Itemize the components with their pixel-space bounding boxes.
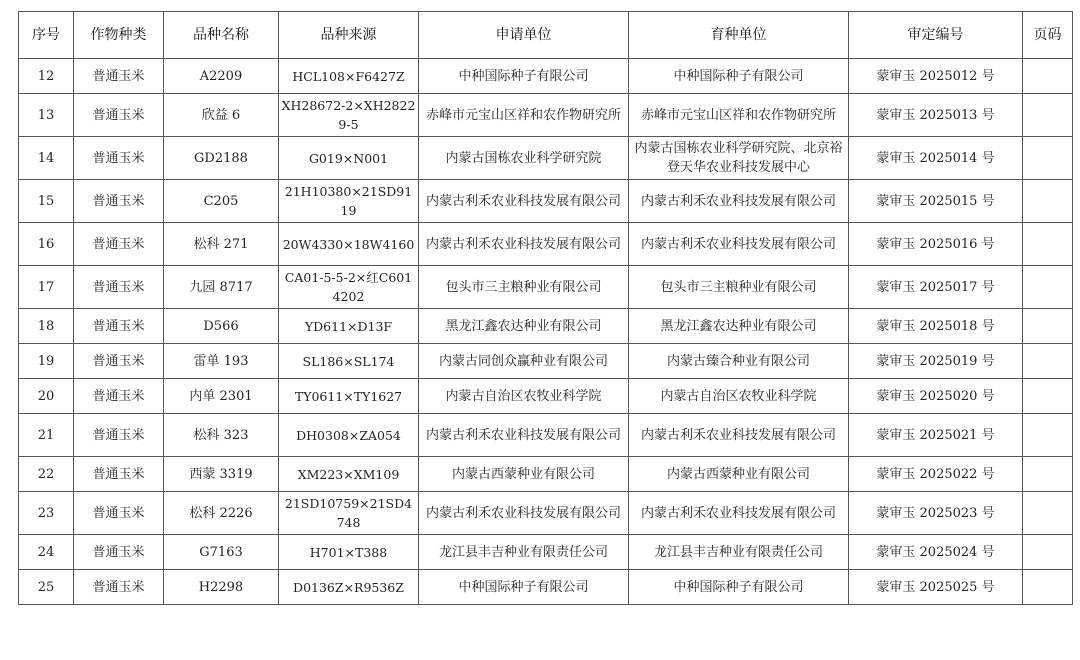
table-row (19, 492, 1073, 535)
cell-breeder: 中种国际种子有限公司 (629, 570, 849, 605)
cell-breeder: 黑龙江鑫农达种业有限公司 (629, 309, 849, 344)
cell-page (1023, 223, 1073, 266)
cell-serial-no: 20 (19, 379, 74, 414)
header-page: 页码 (1023, 12, 1073, 59)
cell-variety-name: A2209 (164, 59, 279, 94)
table-row (19, 266, 1073, 309)
cell-page (1023, 94, 1073, 137)
cell-breeder: 内蒙古西蒙种业有限公司 (629, 457, 849, 492)
cell-page (1023, 180, 1073, 223)
cell-breeder: 中种国际种子有限公司 (629, 59, 849, 94)
cell-applicant: 包头市三主粮种业有限公司 (419, 266, 629, 309)
cell-page (1023, 344, 1073, 379)
cell-page (1023, 266, 1073, 309)
cell-breeder: 内蒙古利禾农业科技发展有限公司 (629, 414, 849, 457)
cell-serial-no: 25 (19, 570, 74, 605)
cell-serial-no: 15 (19, 180, 74, 223)
cell-variety-name: 内单 2301 (164, 379, 279, 414)
table-row (19, 457, 1073, 492)
cell-breeder: 内蒙古国栋农业科学研究院、北京裕登天华农业科技发展中心 (629, 137, 849, 180)
cell-applicant: 中种国际种子有限公司 (419, 570, 629, 605)
cell-serial-no: 22 (19, 457, 74, 492)
table-row (19, 59, 1073, 94)
cell-variety-name: G7163 (164, 535, 279, 570)
table-row (19, 379, 1073, 414)
cell-crop-type: 普通玉米 (74, 180, 164, 223)
cell-breeder: 内蒙古利禾农业科技发展有限公司 (629, 492, 849, 535)
cell-variety-source: 20W4330×18W4160 (279, 223, 419, 266)
cell-approval-number: 蒙审玉 2025023 号 (849, 492, 1023, 535)
cell-applicant: 龙江县丰吉种业有限责任公司 (419, 535, 629, 570)
cell-variety-name: D566 (164, 309, 279, 344)
cell-crop-type: 普通玉米 (74, 137, 164, 180)
cell-page (1023, 492, 1073, 535)
table-row (19, 309, 1073, 344)
cell-approval-number: 蒙审玉 2025013 号 (849, 94, 1023, 137)
table-row (19, 570, 1073, 605)
cell-page (1023, 570, 1073, 605)
cell-approval-number: 蒙审玉 2025012 号 (849, 59, 1023, 94)
cell-crop-type: 普通玉米 (74, 223, 164, 266)
cell-page (1023, 457, 1073, 492)
cell-variety-source: HCL108×F6427Z (279, 59, 419, 94)
cell-crop-type: 普通玉米 (74, 379, 164, 414)
cell-applicant: 内蒙古利禾农业科技发展有限公司 (419, 492, 629, 535)
cell-variety-name: GD2188 (164, 137, 279, 180)
cell-serial-no: 24 (19, 535, 74, 570)
cell-breeder: 包头市三主粮种业有限公司 (629, 266, 849, 309)
cell-applicant: 黑龙江鑫农达种业有限公司 (419, 309, 629, 344)
header-approval-number: 审定编号 (849, 12, 1023, 59)
cell-serial-no: 21 (19, 414, 74, 457)
cell-page (1023, 59, 1073, 94)
cell-variety-source: 21H10380×21SD9119 (279, 180, 419, 223)
cell-breeder: 龙江县丰吉种业有限责任公司 (629, 535, 849, 570)
cell-approval-number: 蒙审玉 2025019 号 (849, 344, 1023, 379)
cell-approval-number: 蒙审玉 2025018 号 (849, 309, 1023, 344)
cell-variety-name: 松科 323 (164, 414, 279, 457)
cell-approval-number: 蒙审玉 2025020 号 (849, 379, 1023, 414)
cell-variety-source: H701×T388 (279, 535, 419, 570)
table-row (19, 414, 1073, 457)
cell-variety-source: YD611×D13F (279, 309, 419, 344)
header-applicant: 申请单位 (419, 12, 629, 59)
cell-variety-name: 松科 271 (164, 223, 279, 266)
cell-variety-source: 21SD10759×21SD4748 (279, 492, 419, 535)
cell-serial-no: 17 (19, 266, 74, 309)
cell-breeder: 内蒙古利禾农业科技发展有限公司 (629, 223, 849, 266)
header-serial-no: 序号 (19, 12, 74, 59)
header-breeder: 育种单位 (629, 12, 849, 59)
header-row (19, 12, 1073, 59)
table-row (19, 223, 1073, 266)
cell-crop-type: 普通玉米 (74, 492, 164, 535)
cell-variety-source: XH28672-2×XH28229-5 (279, 94, 419, 137)
cell-variety-source: D0136Z×R9536Z (279, 570, 419, 605)
cell-approval-number: 蒙审玉 2025016 号 (849, 223, 1023, 266)
variety-approval-table (18, 11, 1073, 605)
cell-applicant: 内蒙古同创众赢种业有限公司 (419, 344, 629, 379)
cell-crop-type: 普通玉米 (74, 94, 164, 137)
cell-page (1023, 309, 1073, 344)
cell-page (1023, 379, 1073, 414)
cell-applicant: 赤峰市元宝山区祥和农作物研究所 (419, 94, 629, 137)
cell-variety-source: SL186×SL174 (279, 344, 419, 379)
cell-crop-type: 普通玉米 (74, 309, 164, 344)
cell-serial-no: 14 (19, 137, 74, 180)
cell-approval-number: 蒙审玉 2025024 号 (849, 535, 1023, 570)
cell-approval-number: 蒙审玉 2025022 号 (849, 457, 1023, 492)
table-row (19, 137, 1073, 180)
cell-variety-source: DH0308×ZA054 (279, 414, 419, 457)
table-row (19, 94, 1073, 137)
header-variety-source: 品种来源 (279, 12, 419, 59)
cell-approval-number: 蒙审玉 2025015 号 (849, 180, 1023, 223)
cell-crop-type: 普通玉米 (74, 535, 164, 570)
variety-table-container (18, 11, 1072, 605)
cell-page (1023, 414, 1073, 457)
cell-variety-name: 西蒙 3319 (164, 457, 279, 492)
cell-crop-type: 普通玉米 (74, 414, 164, 457)
header-variety-name: 品种名称 (164, 12, 279, 59)
cell-crop-type: 普通玉米 (74, 266, 164, 309)
cell-variety-name: 欣益 6 (164, 94, 279, 137)
cell-variety-name: 九园 8717 (164, 266, 279, 309)
cell-applicant: 内蒙古利禾农业科技发展有限公司 (419, 414, 629, 457)
cell-serial-no: 13 (19, 94, 74, 137)
cell-breeder: 内蒙古利禾农业科技发展有限公司 (629, 180, 849, 223)
table-row (19, 180, 1073, 223)
cell-breeder: 内蒙古臻合种业有限公司 (629, 344, 849, 379)
cell-serial-no: 18 (19, 309, 74, 344)
cell-applicant: 中种国际种子有限公司 (419, 59, 629, 94)
cell-variety-source: CA01-5-5-2×红C6014202 (279, 266, 419, 309)
cell-variety-name: H2298 (164, 570, 279, 605)
cell-variety-name: 雷单 193 (164, 344, 279, 379)
cell-applicant: 内蒙古利禾农业科技发展有限公司 (419, 180, 629, 223)
cell-variety-name: C205 (164, 180, 279, 223)
cell-applicant: 内蒙古利禾农业科技发展有限公司 (419, 223, 629, 266)
cell-approval-number: 蒙审玉 2025021 号 (849, 414, 1023, 457)
cell-page (1023, 535, 1073, 570)
cell-crop-type: 普通玉米 (74, 344, 164, 379)
table-row (19, 535, 1073, 570)
cell-applicant: 内蒙古西蒙种业有限公司 (419, 457, 629, 492)
table-row (19, 344, 1073, 379)
header-crop-type: 作物种类 (74, 12, 164, 59)
cell-breeder: 赤峰市元宝山区祥和农作物研究所 (629, 94, 849, 137)
cell-serial-no: 23 (19, 492, 74, 535)
cell-variety-source: G019×N001 (279, 137, 419, 180)
cell-serial-no: 12 (19, 59, 74, 94)
cell-variety-source: XM223×XM109 (279, 457, 419, 492)
cell-approval-number: 蒙审玉 2025014 号 (849, 137, 1023, 180)
cell-applicant: 内蒙古自治区农牧业科学院 (419, 379, 629, 414)
cell-page (1023, 137, 1073, 180)
cell-crop-type: 普通玉米 (74, 457, 164, 492)
cell-applicant: 内蒙古国栋农业科学研究院 (419, 137, 629, 180)
cell-approval-number: 蒙审玉 2025017 号 (849, 266, 1023, 309)
cell-approval-number: 蒙审玉 2025025 号 (849, 570, 1023, 605)
cell-crop-type: 普通玉米 (74, 59, 164, 94)
cell-variety-source: TY0611×TY1627 (279, 379, 419, 414)
cell-serial-no: 19 (19, 344, 74, 379)
cell-breeder: 内蒙古自治区农牧业科学院 (629, 379, 849, 414)
cell-serial-no: 16 (19, 223, 74, 266)
cell-crop-type: 普通玉米 (74, 570, 164, 605)
cell-variety-name: 松科 2226 (164, 492, 279, 535)
